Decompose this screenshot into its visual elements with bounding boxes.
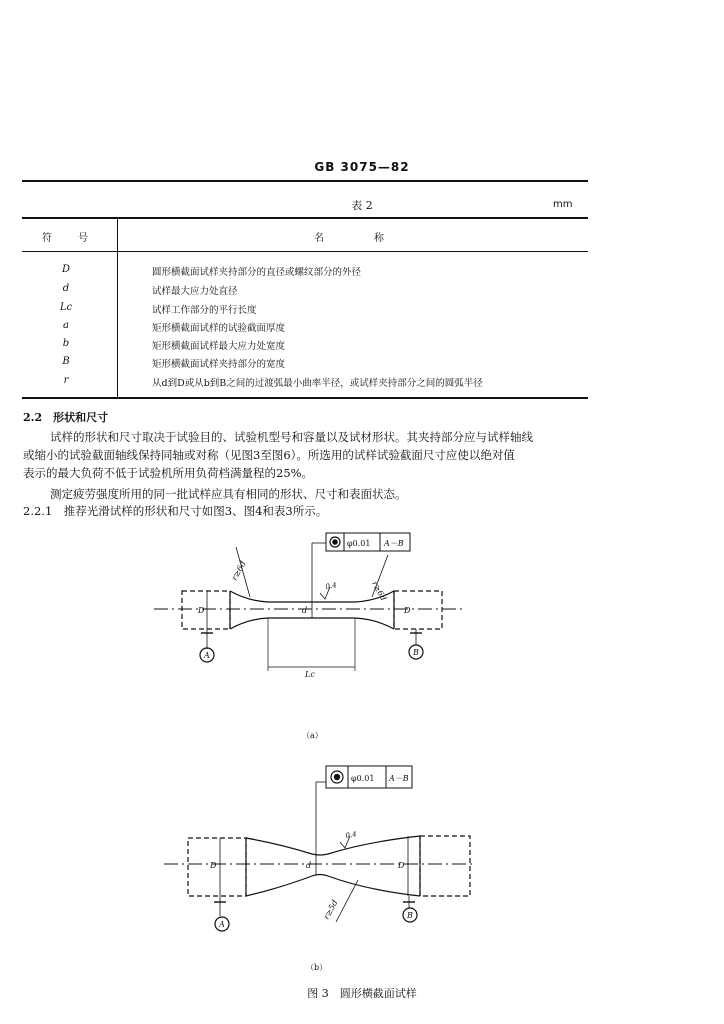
row-symbol: b [62,338,70,349]
row-symbol: d [62,283,70,294]
datum-b: B [413,648,419,657]
table-caption: 表 2 [351,199,373,212]
table-unit: mm [553,199,573,210]
row-name: 矩形横截面试样最大应力处宽度 [152,341,286,352]
row-symbol: D [61,264,71,275]
radius-label: r≥5d [321,898,340,921]
datum-b: B [407,911,413,920]
table-top-rule [22,217,588,219]
row-name: 圆形横截面试样夹持部分的直径或螺纹部分的外径 [152,267,362,278]
row-symbol: B [62,356,70,367]
figure-caption: 图 3 圆形横截面试样 [307,987,417,1000]
paragraph-line: 测定疲劳强度所用的同一批试样应具有相同的形状、尺寸和表面状态。 [50,487,407,501]
row-symbol: Lc [59,302,73,313]
dim-d: d [302,606,308,615]
dim-D-left: D [210,861,217,870]
dim-D-right: D [404,606,411,615]
figure-a-label: （a） [302,731,323,740]
table-header-rule [22,251,588,252]
tolerance-datum: A－B [389,774,409,783]
row-symbol: r [63,375,69,386]
row-name: 试样工作部分的平行长度 [152,305,257,316]
paragraph-line: 或缩小的试验截面轴线保持同轴或对称（见图3至图6）。所选用的试样试验截面尺寸应使以绝对值 [23,448,515,462]
row-name: 试样最大应力处直径 [152,286,238,297]
datum-a: A [204,651,210,660]
dim-D-left: D [198,606,205,615]
dim-D-right: D [398,861,405,870]
subsection-title: 2.2.1 推荐光滑试样的形状和尺寸如图3、图4和表3所示。 [23,504,328,518]
figure-b-drawing [160,762,490,942]
header-rule [22,180,588,182]
roughness-value: 0.4 [344,830,358,840]
dim-d: d [306,861,312,870]
table-header-name: 名 称 [314,233,386,244]
figure-b-label: （b） [306,963,328,972]
standard-number: GB 3075—82 [314,160,410,174]
row-name: 从d到D或从b到B之间的过渡弧最小曲率半径，或试样夹持部分之间的圆弧半径 [152,378,483,389]
paragraph-line: 试样的形状和尺寸取决于试验目的、试验机型号和容量以及试材形状。其夹持部分应与试样轴线 [50,430,533,444]
radius-label: r≥6d [370,579,388,603]
tolerance-datum: A－B [384,539,404,548]
dim-Lc: Lc [305,670,315,679]
section-title: 2.2 形状和尺寸 [23,411,109,424]
table-column-divider [117,218,118,397]
tolerance-value: φ0.01 [351,774,375,783]
row-name: 矩形横截面试样夹持部分的宽度 [152,359,286,370]
roughness-value: 0.4 [324,581,338,591]
radius-label: r≥6d [229,559,248,582]
tolerance-value: φ0.01 [347,539,371,548]
figure-a-drawing [140,525,480,715]
paragraph-line: 表示的最大负荷不低于试验机所用负荷档满量程的25%。 [23,466,314,480]
row-name: 矩形横截面试样的试验截面厚度 [152,323,286,334]
table-header-symbol: 符 号 [42,233,90,244]
datum-a: A [219,920,225,929]
row-symbol: a [63,320,69,331]
table-bottom-rule [22,397,588,399]
